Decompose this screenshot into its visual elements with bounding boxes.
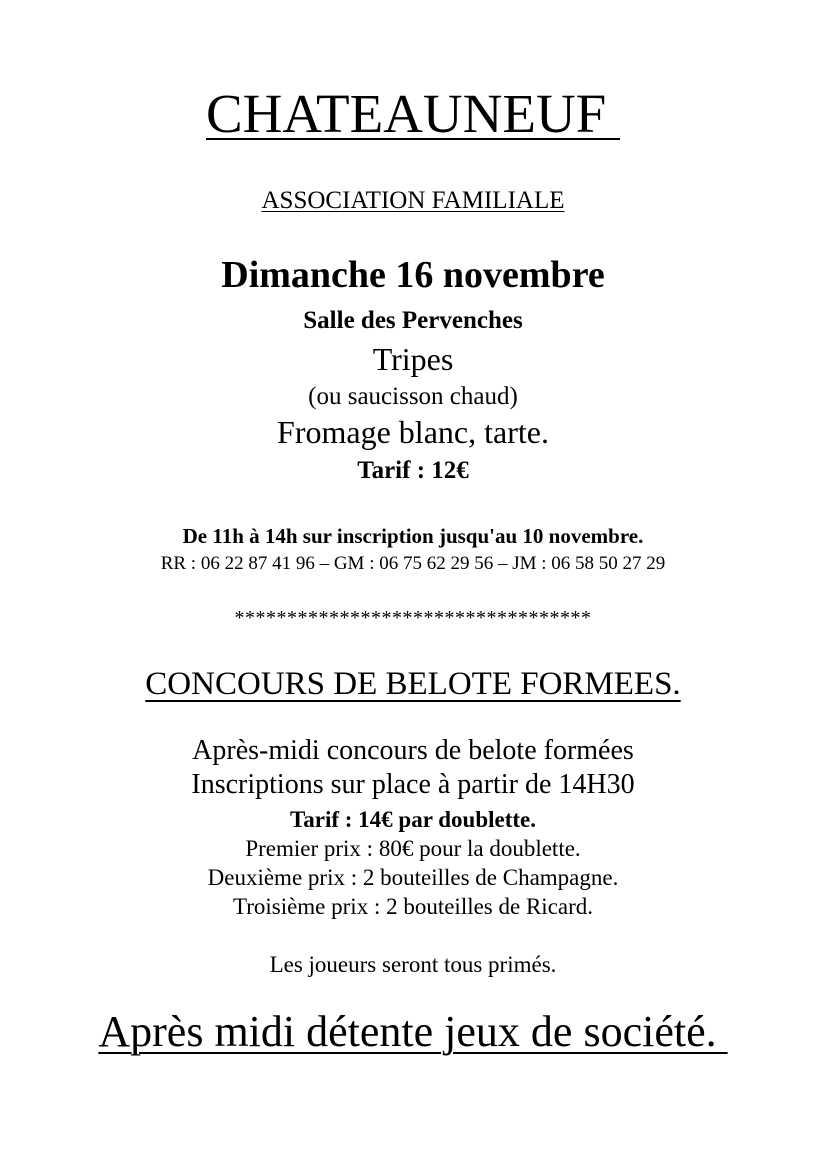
menu-item-dessert: Fromage blanc, tarte. xyxy=(277,414,549,450)
players-note: Les joueurs seront tous primés. xyxy=(269,952,557,977)
menu-item-alternative: (ou saucisson chaud) xyxy=(308,383,518,410)
prize-third: Troisième prix : 2 bouteilles de Ricard. xyxy=(232,894,594,919)
menu-item-main: Tripes xyxy=(372,341,454,377)
afternoon-games: Après midi détente jeux de société. xyxy=(98,1007,728,1056)
event-venue: Salle des Pervenches xyxy=(303,307,523,334)
prize-second: Deuxième prix : 2 bouteilles de Champagne. xyxy=(207,865,619,890)
belote-description: Après-midi concours de belote formées xyxy=(192,735,634,766)
contact-phones: RR : 06 22 87 41 96 – GM : 06 75 62 29 56 – JM : 06 58 50 27 29 xyxy=(160,553,666,574)
page-title: CHATEAUNEUF xyxy=(205,83,621,144)
separator: ********************************** xyxy=(234,607,592,629)
association-name: ASSOCIATION FAMILIALE xyxy=(261,187,565,214)
belote-title: CONCOURS DE BELOTE FORMEES. xyxy=(145,666,681,702)
belote-registration: Inscriptions sur place à partir de 14H30 xyxy=(191,769,635,800)
belote-price: Tarif : 14€ par doublette. xyxy=(290,807,536,832)
meal-price: Tarif : 12€ xyxy=(357,457,469,484)
event-hours: De 11h à 14h sur inscription jusqu'au 10 novembre. xyxy=(182,524,644,548)
event-date: Dimanche 16 novembre xyxy=(221,254,605,296)
prize-first: Premier prix : 80€ pour la doublette. xyxy=(245,836,581,861)
